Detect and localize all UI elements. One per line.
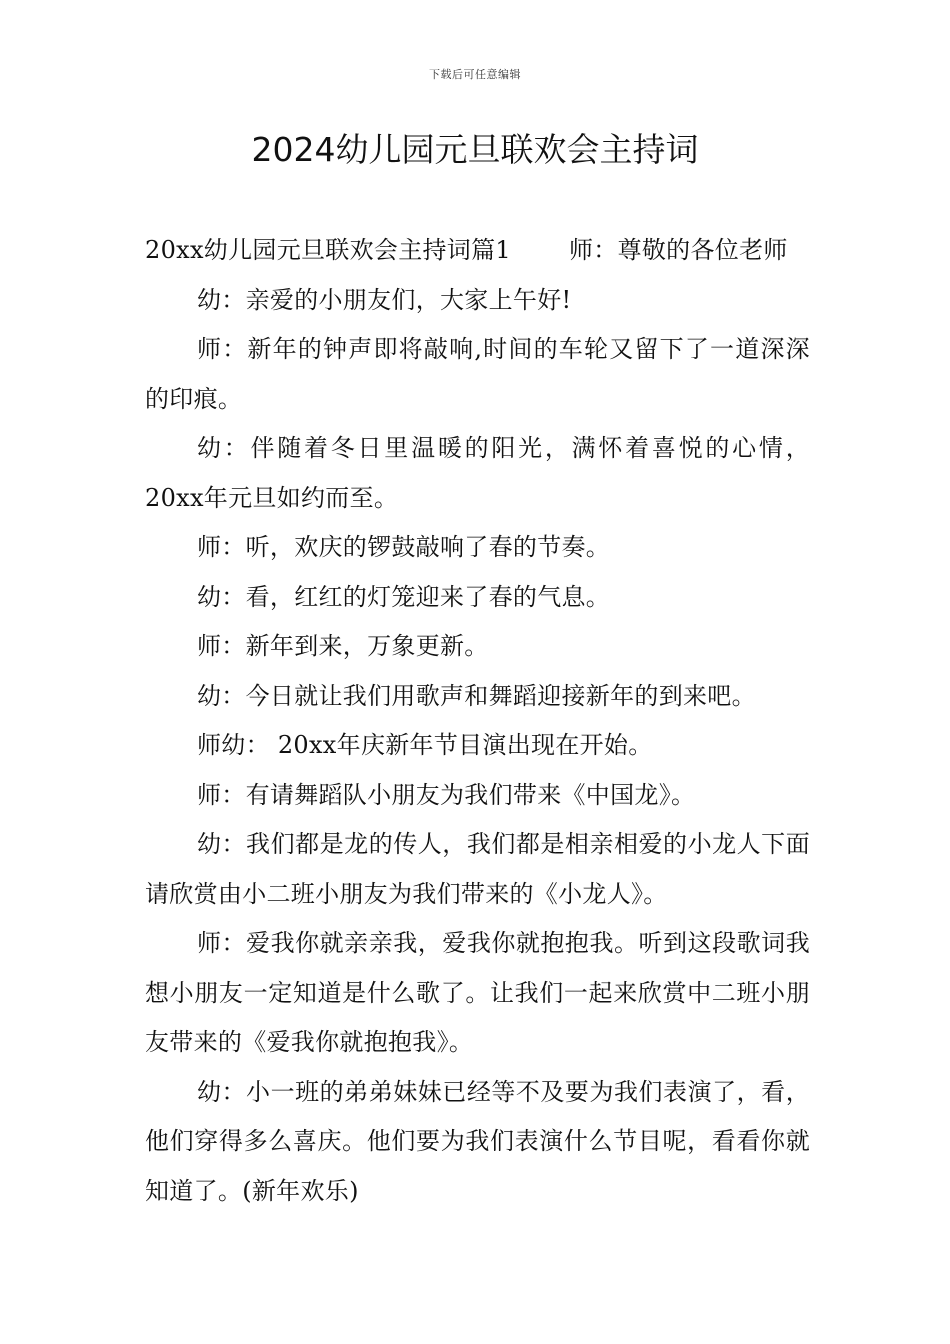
dialogue-paragraph: 师：新年到来，万象更新。 bbox=[197, 632, 489, 660]
dialogue-paragraph: 幼：看，红红的灯笼迎来了春的气息。 bbox=[197, 582, 611, 611]
dialogue-paragraph: 师幼： 20xx年庆新年节目演出现在开始。 bbox=[197, 731, 653, 759]
dialogue-paragraph: 幼：我们都是龙的传人，我们都是相亲相爱的小龙人下面请欣赏由小二班小朋友为我们带来的《小龙人》。 bbox=[145, 830, 810, 908]
dialogue-paragraph: 师：新年的钟声即将敲响,时间的车轮又留下了一道深深的印痕。 bbox=[145, 335, 810, 413]
dialogue-paragraph: 幼：亲爱的小朋友们，大家上午好! bbox=[197, 285, 572, 314]
document-body bbox=[145, 226, 810, 1216]
first-line bbox=[145, 226, 810, 276]
dialogue-paragraph: 师：爱我你就亲亲我，爱我你就抱抱我。听到这段歌词我想小朋友一定知道是什么歌了。让我们一起来欣赏中二班小朋友带来的《爱我你就抱抱我》。 bbox=[145, 929, 810, 1056]
section-heading: 20xx幼儿园元旦联欢会主持词篇1 bbox=[145, 236, 511, 264]
dialogue-paragraph: 师：听，欢庆的锣鼓敲响了春的节奏。 bbox=[197, 533, 611, 561]
dialogue-paragraph: 幼：今日就让我们用歌声和舞蹈迎接新年的到来吧。 bbox=[197, 681, 756, 710]
dialogue-paragraph: 幼：伴随着冬日里温暖的阳光，满怀着喜悦的心情，20xx年元旦如约而至。 bbox=[145, 434, 810, 512]
header-note: 下载后可任意编辑 bbox=[429, 68, 521, 81]
first-line-dialogue: 师：尊敬的各位老师 bbox=[568, 236, 788, 264]
document-title: 2024幼儿园元旦联欢会主持词 bbox=[251, 130, 699, 169]
dialogue-paragraph: 幼：小一班的弟弟妹妹已经等不及要为我们表演了，看，他们穿得多么喜庆。他们要为我们表演什么节目呢，看看你就知道了。(新年欢乐) bbox=[145, 1077, 810, 1205]
dialogue-paragraph: 师：有请舞蹈队小朋友为我们带来《中国龙》。 bbox=[197, 780, 696, 809]
